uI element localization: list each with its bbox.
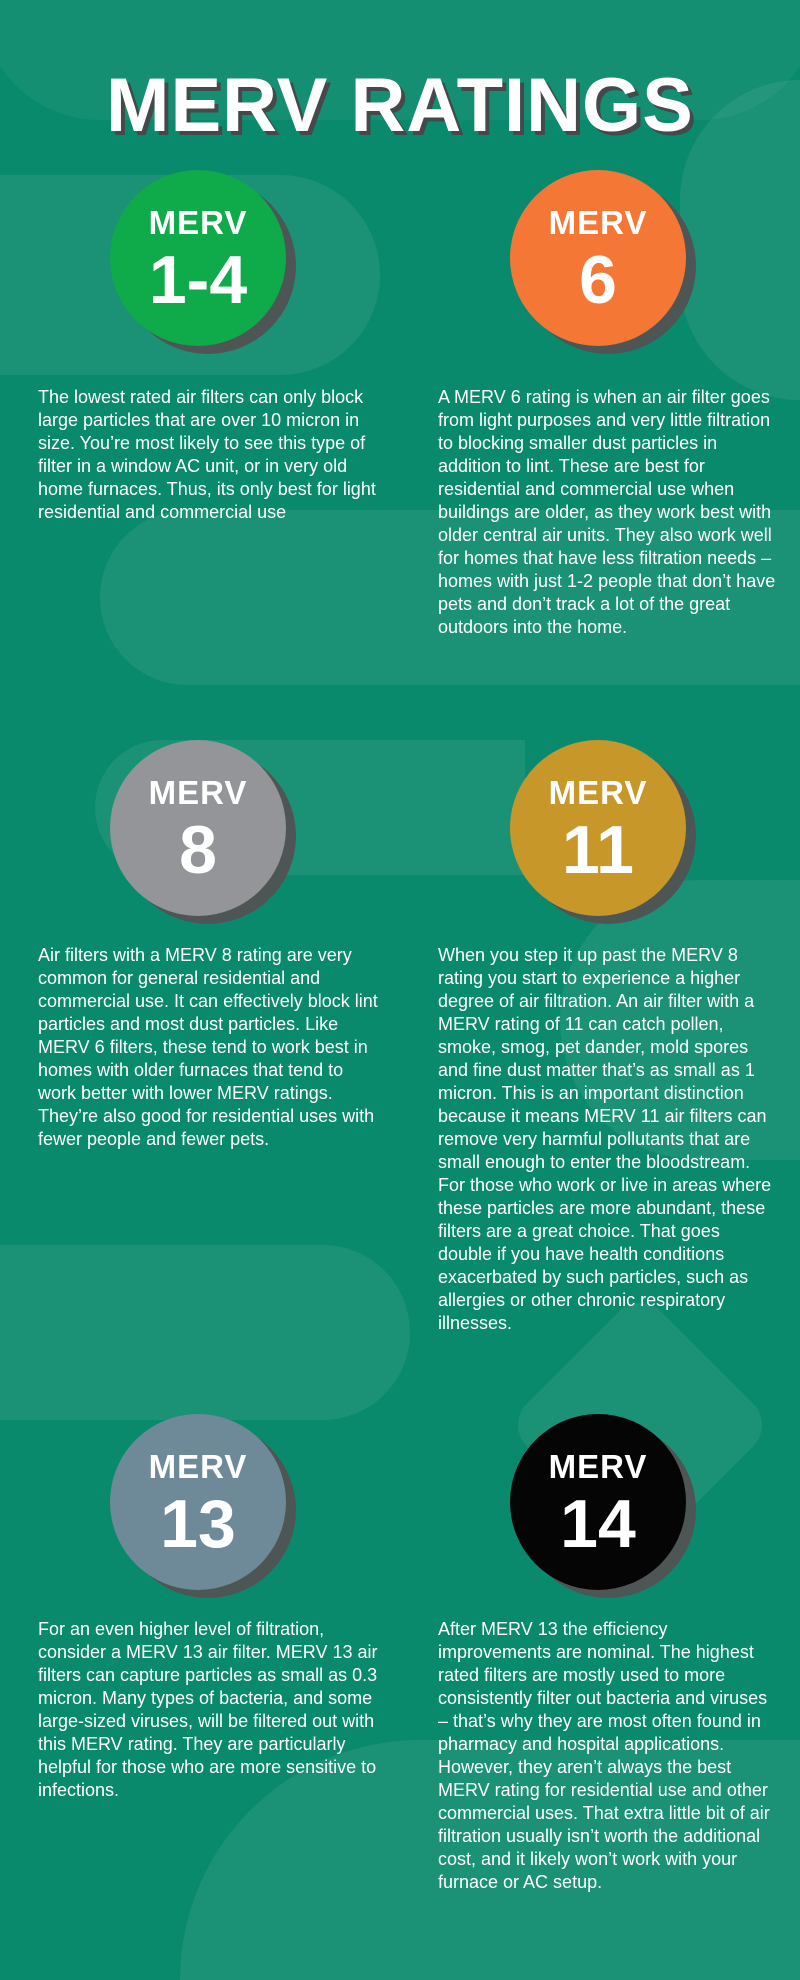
merv-badge-value: 13 [160, 1486, 236, 1562]
merv-badge-circle [110, 1414, 286, 1590]
merv-badge-label: MERV [548, 1448, 648, 1485]
merv-badge-value: 1-4 [148, 242, 248, 318]
merv-badge-circle [110, 740, 286, 916]
merv-description: For an even higher level of filtration, consider a MERV 13 air filter. MERV 13 air filters can capture particles as small as 0.3 micron. Many types of bacteria, and some large-sized viruses, will be filtered out with this MERV rating. They are particularly helpful for those who are more sensitive to infections. [38, 1619, 378, 1800]
merv-badge-label: MERV [548, 774, 648, 811]
merv-badge-circle [110, 170, 286, 346]
merv-description: When you step it up past the MERV 8 rating you start to experience a higher degree of air filtration. An air filter with a MERV rating of 11 can catch pollen, smoke, smog, pet dander, mold spores and fine dust matter that’s as small as 1 micron. This is an important distinction because it means MERV 11 air filters can remove very harmful pollutants that are small enough to enter the bloodstream. For those who work or live in areas where these particles are more abundant, these filters are a great choice. That goes double if you have health conditions exacerbated by such particles, such as allergies or other chronic respiratory illnesses. [438, 945, 772, 1333]
merv-badge-circle [510, 1414, 686, 1590]
background-shape [0, 1245, 410, 1420]
merv-badge-value: 6 [579, 242, 617, 318]
merv-badge-label: MERV [548, 204, 648, 241]
merv-description: A MERV 6 rating is when an air filter goes from light purposes and very little filtration to blocking smaller dust particles in addition to lint. These are best for residential and commercial use when buildings are older, as they work best with older central air units. They also work well for homes that have less filtration needs – homes with just 1-2 people that don’t have pets and don’t track a lot of the great outdoors into the home. [438, 387, 776, 637]
merv-description: After MERV 13 the efficiency improvements are nominal. The highest rated filters are mostly used to more consistently filter out bacteria and viruses – that’s why they are most often found in pharmacy and hospital applications. However, they aren’t always the best MERV rating for residential use and other commercial uses. That extra little bit of air filtration usually isn’t worth the additional cost, and it likely won’t work with your furnace or AC setup. [438, 1619, 770, 1892]
merv-badge-value: 11 [562, 812, 634, 888]
merv-badge-circle [510, 170, 686, 346]
merv-description: Air filters with a MERV 8 rating are very common for general residential and commercial use. It can effectively block lint particles and most dust particles. Like MERV 6 filters, these tend to work best in homes with older furnaces that tend to work better with lower MERV ratings. They’re also good for residential uses with fewer people and fewer pets. [38, 945, 378, 1149]
merv-badge-label: MERV [148, 1448, 248, 1485]
merv-badge-circle [510, 740, 686, 916]
merv-badge-value: 8 [179, 812, 217, 888]
merv-badge [510, 1414, 696, 1600]
merv-badge-label: MERV [148, 774, 248, 811]
merv-badge [110, 1414, 296, 1600]
merv-badge [510, 170, 696, 356]
merv-badge [510, 740, 696, 926]
merv-badge [110, 740, 296, 926]
merv-badge-value: 14 [560, 1486, 636, 1562]
page-title: MERV RATINGS [106, 63, 694, 148]
merv-badge [110, 170, 296, 356]
merv-description: The lowest rated air filters can only block large particles that are over 10 micron in size. You’re most likely to see this type of filter in a window AC unit, or in very old home furnaces. Thus, its only best for light residential and commercial use [38, 387, 376, 522]
merv-badge-label: MERV [148, 204, 248, 241]
